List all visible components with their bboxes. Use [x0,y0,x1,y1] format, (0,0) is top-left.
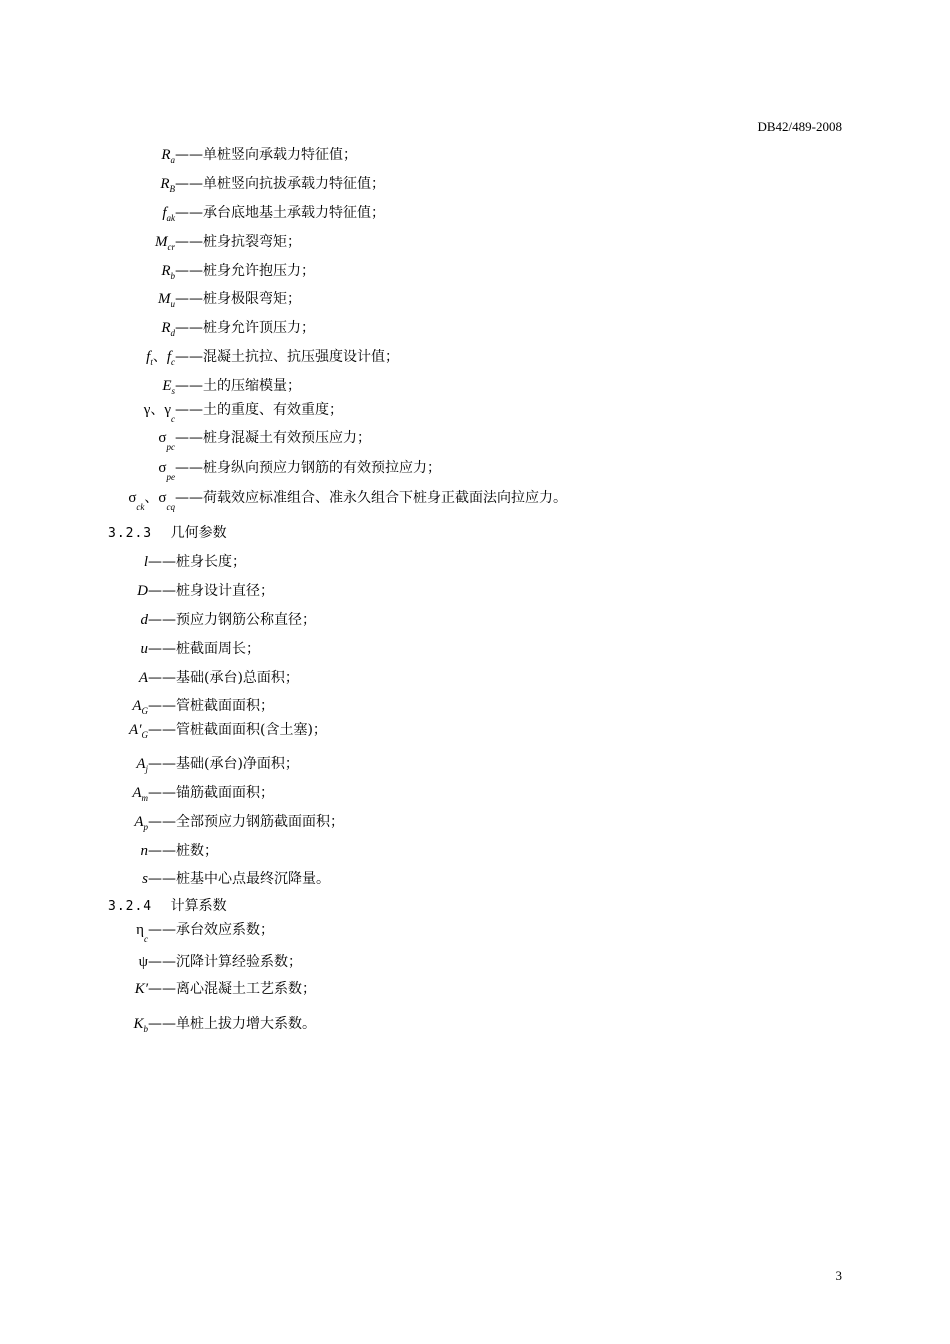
symbol-subscript: s [171,386,175,396]
symbol-letter: A [134,814,144,830]
symbol-definition-row [0,718,950,742]
symbol-description: ——桩身抗裂弯矩； [175,234,301,250]
symbol-group [128,486,175,510]
symbol-letter: d [140,612,148,628]
symbol-subscript: d [170,328,175,338]
symbol-letter: σ [158,430,167,446]
symbol-subscript: G [141,706,148,716]
symbol-definition-row [0,259,950,283]
symbol-definition-row [0,839,950,863]
symbol-letter: M [158,291,171,307]
symbol-definition-row [0,398,950,422]
symbol-description: ——桩身允许顶压力； [175,320,315,336]
symbol-group [160,172,175,196]
symbol-description: ——单桩竖向抗拔承载力特征值； [175,176,385,192]
symbol-description: ——单桩上拔力增大系数。 [148,1016,316,1032]
symbol-subscript: a [170,155,175,165]
symbol-subscript: G [141,730,148,740]
symbol-letter: l [143,554,148,570]
symbol-description: ——桩身长度； [148,554,246,570]
symbol-description: ——基础(承台)净面积； [148,756,299,772]
symbol-subscript: c [171,414,175,424]
symbol-letter: K′ [134,981,148,997]
page-number: 3 [835,1268,842,1283]
symbol-subscript: pe [166,472,175,482]
section-number: 3.2.4 [108,899,153,914]
symbol-description: ——基础(承台)总面积； [148,670,299,686]
symbol-description: ——土的压缩模量； [175,378,301,394]
symbol-definition-row [0,579,950,603]
symbol-definition-row [0,1012,950,1036]
symbol [155,235,175,250]
symbol-group [161,316,175,340]
symbol-subscript: B [169,184,175,194]
symbol-group [132,781,148,805]
symbol-description: ——管桩截面面积(含土塞)； [148,722,327,738]
symbol-group [132,694,148,718]
symbol [158,292,175,307]
symbol-subscript: b [170,271,175,281]
symbol-letter: σ [158,460,167,476]
symbol-definition-row [0,608,950,632]
symbol-group [135,977,148,1001]
symbol-definition-row [0,810,950,834]
symbol [141,844,149,859]
symbol [160,177,175,192]
symbol-separator: 、 [150,403,165,418]
symbol-letter: f [146,349,151,365]
symbol-definition-row [0,950,950,974]
symbol-group [158,456,175,480]
symbol-letter: ψ [138,954,148,970]
symbol-definition-row [0,550,950,574]
symbol-letter: D [137,583,148,599]
symbol [136,757,148,772]
symbol-subscript: cq [166,502,175,512]
symbol-letter: R [161,320,171,336]
symbol-group [162,374,175,398]
symbol-letter: R [161,147,171,163]
symbol-group [155,230,175,254]
symbol-subscript: c [171,357,175,367]
symbol-description: ——桩身设计直径； [148,583,274,599]
symbol-description: ——混凝土抗拉、抗压强度设计值； [175,349,399,365]
symbol-group [158,287,175,311]
symbol-group [136,918,148,942]
symbol-letter: R [160,176,170,192]
symbol-definition-row [0,867,950,891]
symbol-letter: σ [128,490,137,506]
symbol [167,350,175,365]
symbol-definition-row [0,143,950,167]
symbol-definition-row [0,201,950,225]
symbol [141,642,149,657]
symbol-group [146,345,175,369]
symbol-letter: A [132,785,142,801]
symbol-letter: σ [158,490,167,506]
symbol-definition-row [0,666,950,690]
symbol-group [141,637,149,661]
symbol [128,490,145,512]
symbol-letter: A [136,756,146,772]
symbol-description: ——沉降计算经验系数； [148,954,302,970]
symbol [134,815,148,830]
symbol [137,584,148,599]
symbol [161,264,175,279]
symbol-letter: γ [143,402,151,418]
symbol-definition-row [0,426,950,450]
symbol-subscript: pc [166,442,175,452]
symbol [135,982,148,997]
symbol-letter: f [166,349,171,365]
symbol [139,955,148,970]
symbol [132,786,148,801]
symbol-definition-row [0,918,950,942]
symbol-definition-row [0,172,950,196]
symbol-separator: 、 [144,491,159,506]
symbol-separator: 、 [152,350,167,365]
symbol-group [161,143,175,167]
symbol-definition-row [0,486,950,510]
symbol-group [141,608,149,632]
symbol-group [137,579,148,603]
symbol-group [139,666,148,690]
symbol-subscript: b [143,1024,148,1034]
symbol-group [134,810,148,834]
symbol-letter: η [136,922,144,938]
symbol [162,206,175,221]
symbol [158,460,175,482]
section-title: 计算系数 [170,898,227,914]
document-code: DB42/489-2008 [757,119,842,134]
symbol-definition-row [0,287,950,311]
symbol-group [129,718,148,742]
symbol [164,402,175,424]
symbol [146,350,153,365]
symbol-letter: γ [164,402,171,418]
symbol [133,1017,148,1032]
symbol-description: ——桩身纵向预应力钢筋的有效预拉应力； [175,460,441,476]
symbol-definition-row [0,694,950,718]
symbol-letter: n [140,843,148,859]
symbol-group [133,1012,148,1036]
symbol-subscript: ak [166,213,175,223]
symbol-definition-row [0,781,950,805]
symbol-description: ——桩截面周长； [148,641,260,657]
symbol-group [144,398,175,422]
symbol-group [158,426,175,450]
symbol [161,148,175,163]
symbol [161,321,175,336]
symbol-description: ——预应力钢筋公称直径； [148,612,316,628]
symbol-subscript: m [141,793,148,803]
symbol-group [136,752,148,776]
symbol-description: ——桩数； [148,843,218,859]
symbol [158,490,175,512]
symbol-definition-row [0,374,950,398]
symbol [129,723,148,738]
symbol-description: ——桩身混凝土有效预压应力； [175,430,371,446]
symbol-letter: A′ [129,722,142,738]
symbol-definition-row [0,316,950,340]
symbol-description: ——桩身极限弯矩； [175,291,301,307]
symbol-letter: M [155,234,168,250]
symbol-subscript: j [145,764,148,774]
symbol-description: ——全部预应力钢筋截面面积； [148,814,344,830]
symbol-description: ——承台效应系数； [148,922,274,938]
section-heading-3-2-3 [108,522,227,544]
symbol-description: ——单桩竖向承载力特征值； [175,147,357,163]
symbol-letter: R [161,263,171,279]
symbol-subscript: cr [167,242,175,252]
symbol-subscript: t [150,357,153,367]
section-title: 几何参数 [170,525,227,541]
symbol-definition-row [0,345,950,369]
symbol-description: ——管桩截面面积； [148,698,274,714]
symbol-subscript: p [143,822,148,832]
symbol-definition-row [0,637,950,661]
symbol-letter: u [140,641,148,657]
symbol [158,430,175,452]
symbol-description: ——离心混凝土工艺系数； [148,981,316,997]
symbol-definition-row [0,230,950,254]
symbol-subscript: c [144,934,148,944]
symbol-group [141,839,149,863]
symbol-description: ——荷载效应标准组合、准永久组合下桩身正截面法向拉应力。 [175,490,567,506]
symbol-letter: K [133,1016,144,1032]
symbol [141,613,149,628]
symbol-subscript: u [170,299,175,309]
symbol [136,922,148,944]
symbol [162,379,175,394]
symbol-description: ——桩基中心点最终沉降量。 [148,871,330,887]
symbol-letter: A [132,698,142,714]
symbol-definition-row [0,456,950,480]
symbol-description: ——锚筋截面面积； [148,785,274,801]
symbol [139,671,148,686]
symbol-group [162,201,175,225]
symbol-group [161,259,175,283]
section-number: 3.2.3 [108,526,153,541]
symbol-group [139,950,148,974]
symbol-letter: f [162,205,167,221]
symbol [132,699,148,714]
symbol-subscript: ck [136,502,145,512]
symbol-definition-row [0,752,950,776]
symbol-definition-row [0,977,950,1001]
symbol-letter: s [142,871,148,887]
symbol-letter: A [138,670,148,686]
section-heading-3-2-4 [108,895,227,917]
symbol-letter: E [162,378,172,394]
symbol-description: ——桩身允许抱压力； [175,263,315,279]
symbol-description: ——土的重度、有效重度； [175,402,343,418]
symbol-description: ——承台底地基土承载力特征值； [175,205,385,221]
